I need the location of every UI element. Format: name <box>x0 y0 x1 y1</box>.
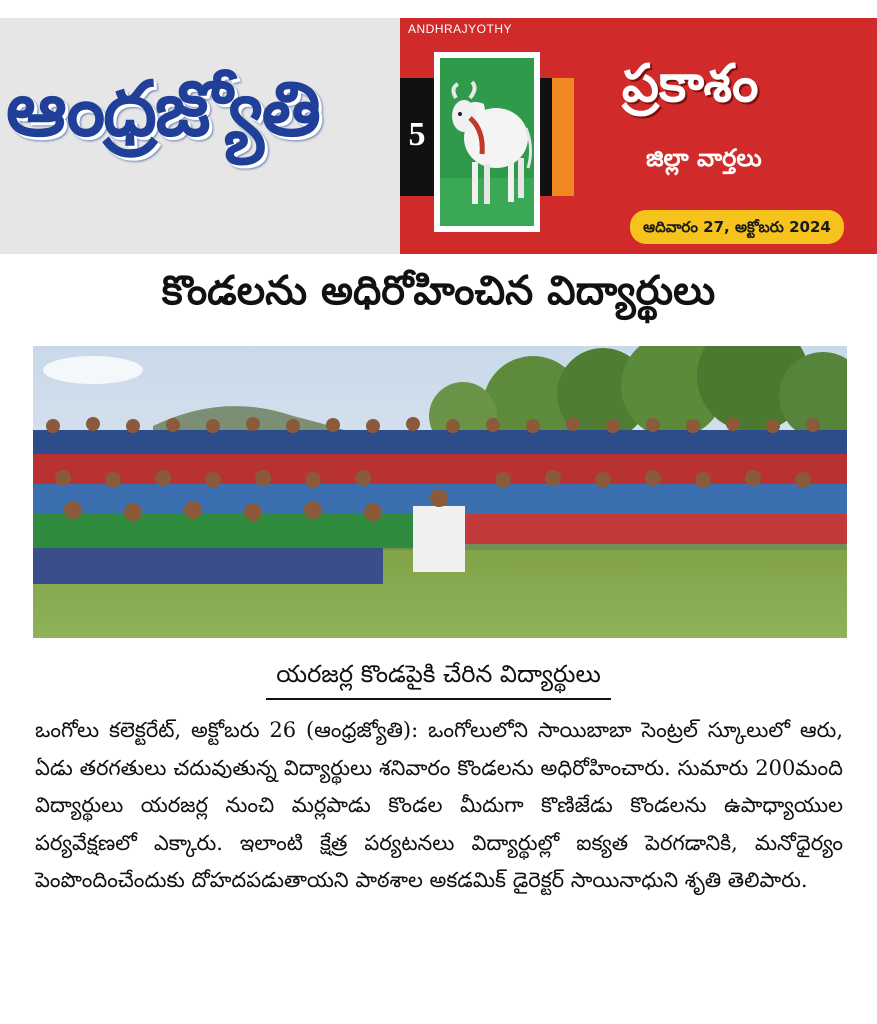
group-photo <box>33 346 847 638</box>
district-banner <box>400 18 877 254</box>
article-body: ఒంగోలు కలెక్టరేట్, అక్టోబరు 26 (ఆంధ్రజ్యోతి): ఒంగోలులోని సాయిబాబా సెంట్రల్ స్కూలులో ఆరు, ఏడు తరగతులు చదువుతున్న విద్యార్థులు శనివారం కొండలను అధిరోహించారు. సుమారు 200మంది విద్యార్థులు యరజర్ల నుంచి మర్లపాడు కొండల మీదుగా కొణిజేడు కొండలను ఉపాధ్యాయుల పర్యవేక్షణలో ఎక్కారు. ఇలాంటి క్షేత్ర పర్యటనలు విద్యార్థుల్లో ఐక్యత పెరగడానికి, మనోధైర్యం పెంపొందించేందుకు దోహదపడుతాయని పాఠశాల అకడమిక్ డైరెక్టర్ సాయినాధుని శృతి తెలిపారు. <box>35 718 843 892</box>
date-badge: ఆదివారం 27, అక్టోబరు 2024 <box>630 210 844 244</box>
photo-caption: యరజర్ల కొండపైకి చేరిన విద్యార్థులు <box>266 660 611 700</box>
masthead <box>0 18 877 254</box>
decorative-stripe-orange <box>552 78 574 196</box>
newspaper-logo-panel <box>0 18 400 254</box>
bull-icon <box>440 58 534 226</box>
district-subtitle: జిల్లా వార్తలు <box>646 144 762 172</box>
district-title: ప్రకాశం <box>622 54 759 114</box>
newspaper-logo: ఆంధ్రజ్యోతి <box>6 64 320 153</box>
brand-small-text: ANDHRAJYOTHY <box>408 22 513 36</box>
bull-image <box>440 58 534 226</box>
page-number: 5 <box>408 116 426 153</box>
group-photo-illustration <box>33 346 847 638</box>
article-headline: కొండలను అధిరోహించిన విద్యార్థులు <box>161 268 716 314</box>
decorative-stripe-black <box>540 78 552 196</box>
photo-caption-wrapper <box>0 660 877 700</box>
